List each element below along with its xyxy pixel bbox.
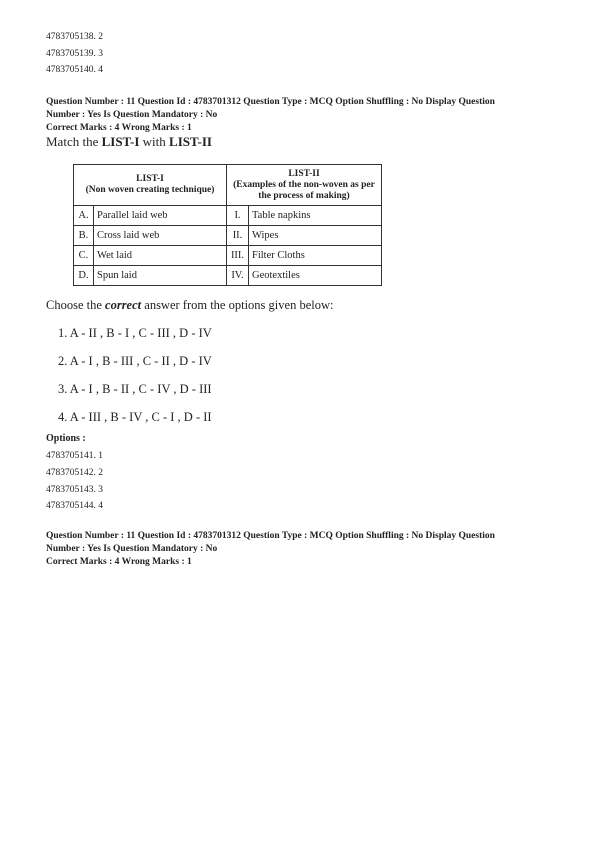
- answer-choice: 2. A - I , B - III , C - II , D - IV: [58, 354, 212, 368]
- question-marks: Correct Marks : 4 Wrong Marks : 1: [46, 123, 192, 133]
- question-marks: Correct Marks : 4 Wrong Marks : 1: [46, 557, 192, 567]
- answer-choice: 3. A - I , B - II , C - IV , D - III: [58, 382, 212, 396]
- question-header: [46, 96, 566, 135]
- option-id: 4783705139. 3: [46, 48, 103, 59]
- question-prompt: Match the LIST-I with LIST-II: [46, 134, 212, 149]
- answer-choice: 4. A - III , B - IV , C - I , D - II: [58, 410, 212, 424]
- option-id: 4783705141. 1: [46, 451, 103, 461]
- table-row: C. Wet laid III. Filter Cloths: [74, 246, 382, 266]
- table-row: A. Parallel laid web I. Table napkins: [74, 206, 382, 226]
- table-row: D. Spun laid IV. Geotextiles: [74, 266, 382, 286]
- question-header-line: Number : Yes Is Question Mandatory : No: [46, 544, 218, 554]
- option-id: 4783705138. 2: [46, 32, 103, 42]
- match-lists-table: [73, 164, 382, 286]
- question-header-line: Question Number : 11 Question Id : 4783701312 Question Type : MCQ Option Shuffling : No Display Question: [46, 97, 495, 107]
- answer-choices: [58, 326, 212, 438]
- options-list: [46, 451, 103, 518]
- question-header: [46, 530, 566, 569]
- previous-options-list: [46, 31, 103, 81]
- list2-header: LIST-II (Examples of the non-woven as per the process of making): [227, 165, 382, 206]
- option-id: 4783705140. 4: [46, 65, 103, 75]
- option-id: 4783705143. 3: [46, 484, 103, 495]
- question-header-line: Number : Yes Is Question Mandatory : No: [46, 110, 218, 120]
- question-header-line: Question Number : 11 Question Id : 4783701312 Question Type : MCQ Option Shuffling : No Display Question: [46, 531, 495, 541]
- table-row: B. Cross laid web II. Wipes: [74, 226, 382, 246]
- answer-choice: 1. A - II , B - I , C - III , D - IV: [58, 326, 212, 340]
- option-id: 4783705144. 4: [46, 501, 103, 512]
- list1-header: LIST-I (Non woven creating technique): [74, 165, 227, 206]
- choose-instruction: Choose the correct answer from the options given below:: [46, 298, 334, 312]
- option-id: 4783705142. 2: [46, 467, 103, 478]
- options-label: Options :: [46, 433, 86, 444]
